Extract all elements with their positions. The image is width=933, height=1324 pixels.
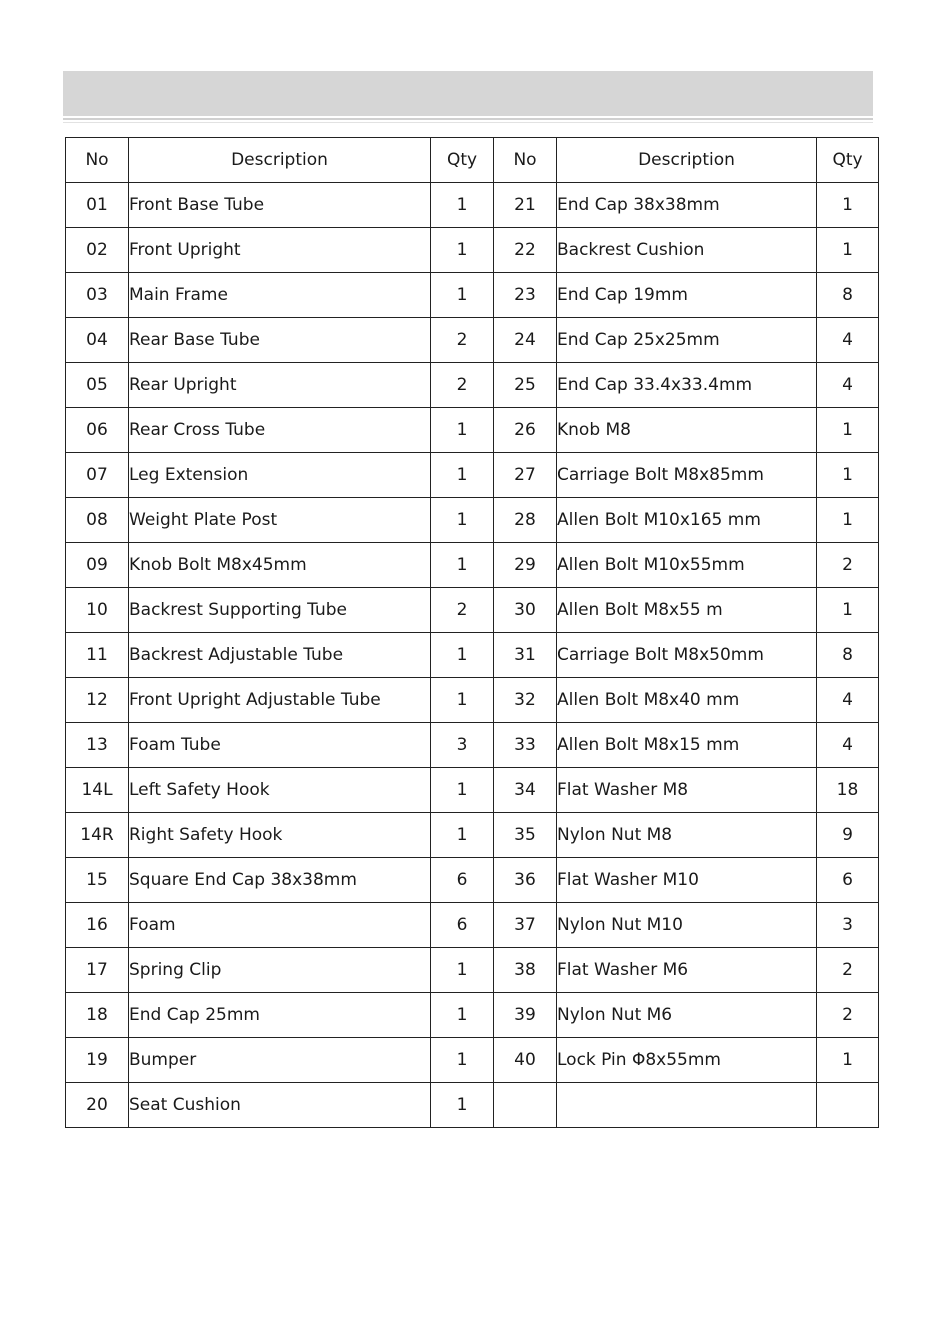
table-row [66,813,879,858]
part-number: 08 [66,498,129,543]
part-quantity: 1 [431,273,494,318]
part-description: Carriage Bolt M8x50mm [557,633,817,678]
part-number: 07 [66,453,129,498]
header-description-left: Description [129,138,431,183]
part-number: 05 [66,363,129,408]
part-description: Main Frame [129,273,431,318]
table-row [66,948,879,993]
part-number: 29 [494,543,557,588]
part-number: 28 [494,498,557,543]
part-quantity [817,1083,879,1128]
part-number: 32 [494,678,557,723]
part-quantity: 4 [817,363,879,408]
part-quantity: 1 [431,633,494,678]
part-description: Seat Cushion [129,1083,431,1128]
part-description: Allen Bolt M8x15 mm [557,723,817,768]
table-header-row [66,138,879,183]
part-description: Allen Bolt M8x55 m [557,588,817,633]
part-number: 15 [66,858,129,903]
part-quantity: 1 [817,183,879,228]
part-quantity: 1 [431,183,494,228]
part-number: 40 [494,1038,557,1083]
part-number: 23 [494,273,557,318]
part-number: 19 [66,1038,129,1083]
part-description: Nylon Nut M10 [557,903,817,948]
part-quantity: 4 [817,678,879,723]
part-description: Flat Washer M8 [557,768,817,813]
parts-table-body [66,183,879,1128]
part-number: 17 [66,948,129,993]
part-quantity: 2 [431,363,494,408]
header-divider [63,118,873,120]
part-description: Backrest Adjustable Tube [129,633,431,678]
part-quantity: 1 [431,543,494,588]
table-row [66,183,879,228]
part-number: 13 [66,723,129,768]
table-row [66,768,879,813]
part-description: Rear Cross Tube [129,408,431,453]
table-row [66,543,879,588]
part-description: Knob Bolt M8x45mm [129,543,431,588]
part-number: 30 [494,588,557,633]
part-description: Bumper [129,1038,431,1083]
part-quantity: 1 [431,453,494,498]
part-number: 27 [494,453,557,498]
part-number: 18 [66,993,129,1038]
part-quantity: 1 [431,498,494,543]
part-description: Foam Tube [129,723,431,768]
part-description: Front Base Tube [129,183,431,228]
part-quantity: 6 [817,858,879,903]
part-description: Spring Clip [129,948,431,993]
table-row [66,993,879,1038]
part-description: Rear Base Tube [129,318,431,363]
table-row [66,1038,879,1083]
part-number: 37 [494,903,557,948]
part-quantity: 1 [431,1083,494,1128]
part-description [557,1083,817,1128]
part-description: End Cap 25x25mm [557,318,817,363]
part-description: Front Upright Adjustable Tube [129,678,431,723]
part-quantity: 1 [431,948,494,993]
part-description: End Cap 38x38mm [557,183,817,228]
parts-list-table [65,137,879,1128]
part-quantity: 8 [817,633,879,678]
table-row [66,858,879,903]
part-description: Nylon Nut M8 [557,813,817,858]
header-no-left: No [66,138,129,183]
part-quantity: 1 [817,498,879,543]
part-description: Carriage Bolt M8x85mm [557,453,817,498]
part-description: Backrest Cushion [557,228,817,273]
part-number: 04 [66,318,129,363]
part-quantity: 1 [431,408,494,453]
table-row [66,723,879,768]
header-divider-thin [63,122,873,123]
header-description-right: Description [557,138,817,183]
part-description: Square End Cap 38x38mm [129,858,431,903]
part-quantity: 1 [431,678,494,723]
part-number: 39 [494,993,557,1038]
part-quantity: 1 [817,453,879,498]
part-quantity: 18 [817,768,879,813]
part-number: 21 [494,183,557,228]
table-row [66,318,879,363]
part-quantity: 4 [817,318,879,363]
part-quantity: 1 [431,813,494,858]
part-number: 34 [494,768,557,813]
part-number: 36 [494,858,557,903]
part-description: Backrest Supporting Tube [129,588,431,633]
part-description: Flat Washer M10 [557,858,817,903]
part-number [494,1083,557,1128]
part-quantity: 2 [431,318,494,363]
part-quantity: 2 [817,993,879,1038]
part-quantity: 1 [817,1038,879,1083]
part-quantity: 9 [817,813,879,858]
part-description: Left Safety Hook [129,768,431,813]
part-description: Knob M8 [557,408,817,453]
part-description: Allen Bolt M10x165 mm [557,498,817,543]
header-qty-right: Qty [817,138,879,183]
table-row [66,453,879,498]
part-number: 26 [494,408,557,453]
part-number: 33 [494,723,557,768]
part-number: 01 [66,183,129,228]
part-description: Nylon Nut M6 [557,993,817,1038]
part-quantity: 8 [817,273,879,318]
part-number: 10 [66,588,129,633]
part-description: End Cap 25mm [129,993,431,1038]
header-no-right: No [494,138,557,183]
part-description: Allen Bolt M10x55mm [557,543,817,588]
part-number: 09 [66,543,129,588]
part-quantity: 1 [817,408,879,453]
part-number: 16 [66,903,129,948]
part-quantity: 3 [817,903,879,948]
part-quantity: 2 [431,588,494,633]
part-quantity: 6 [431,903,494,948]
part-quantity: 2 [817,543,879,588]
table-row [66,903,879,948]
part-number: 14R [66,813,129,858]
part-description: Front Upright [129,228,431,273]
table-row [66,588,879,633]
part-description: End Cap 19mm [557,273,817,318]
part-quantity: 2 [817,948,879,993]
part-number: 24 [494,318,557,363]
part-description: Rear Upright [129,363,431,408]
part-description: Flat Washer M6 [557,948,817,993]
header-bar [63,71,873,116]
part-quantity: 1 [431,768,494,813]
part-description: Leg Extension [129,453,431,498]
part-number: 22 [494,228,557,273]
table-row [66,1083,879,1128]
part-number: 25 [494,363,557,408]
header-qty-left: Qty [431,138,494,183]
part-description: End Cap 33.4x33.4mm [557,363,817,408]
table-row [66,228,879,273]
part-number: 11 [66,633,129,678]
part-quantity: 3 [431,723,494,768]
part-number: 31 [494,633,557,678]
part-description: Right Safety Hook [129,813,431,858]
table-row [66,363,879,408]
part-description: Allen Bolt M8x40 mm [557,678,817,723]
part-quantity: 6 [431,858,494,903]
part-quantity: 1 [431,1038,494,1083]
part-number: 14L [66,768,129,813]
part-quantity: 1 [817,228,879,273]
table-row [66,678,879,723]
part-number: 12 [66,678,129,723]
table-row [66,273,879,318]
table-row [66,633,879,678]
part-number: 35 [494,813,557,858]
part-number: 03 [66,273,129,318]
part-quantity: 1 [431,993,494,1038]
part-description: Foam [129,903,431,948]
table-row [66,408,879,453]
part-description: Weight Plate Post [129,498,431,543]
part-quantity: 1 [431,228,494,273]
part-number: 02 [66,228,129,273]
part-description: Lock Pin Φ8x55mm [557,1038,817,1083]
part-number: 38 [494,948,557,993]
table-row [66,498,879,543]
part-number: 20 [66,1083,129,1128]
part-quantity: 1 [817,588,879,633]
part-quantity: 4 [817,723,879,768]
part-number: 06 [66,408,129,453]
